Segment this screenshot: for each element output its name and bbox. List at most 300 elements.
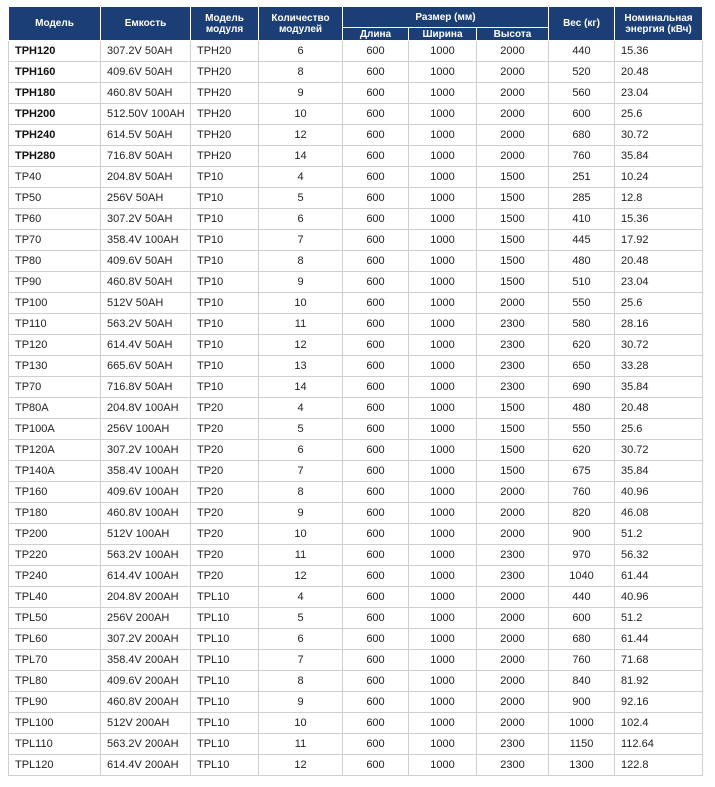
cell-length: 600: [343, 629, 409, 650]
cell-capacity: 563.2V 200AH: [101, 734, 191, 755]
cell-model: TP160: [9, 482, 101, 503]
cell-module-count: 10: [259, 524, 343, 545]
cell-module-count: 8: [259, 251, 343, 272]
cell-height: 2300: [477, 377, 549, 398]
cell-width: 1000: [409, 209, 477, 230]
cell-module-count: 13: [259, 356, 343, 377]
cell-height: 2300: [477, 335, 549, 356]
cell-model: TP140A: [9, 461, 101, 482]
cell-module-count: 9: [259, 272, 343, 293]
cell-module-count: 8: [259, 482, 343, 503]
cell-capacity: 460.8V 200AH: [101, 692, 191, 713]
cell-module-model: TP20: [191, 461, 259, 482]
cell-energy: 10.24: [615, 167, 703, 188]
cell-module-count: 9: [259, 692, 343, 713]
cell-width: 1000: [409, 608, 477, 629]
cell-module-count: 7: [259, 650, 343, 671]
table-row: [9, 377, 703, 398]
cell-energy: 112.64: [615, 734, 703, 755]
cell-weight: 1040: [549, 566, 615, 587]
cell-height: 2300: [477, 566, 549, 587]
cell-capacity: 409.6V 200AH: [101, 671, 191, 692]
cell-module-count: 11: [259, 545, 343, 566]
cell-module-model: TPL10: [191, 671, 259, 692]
cell-module-model: TPL10: [191, 713, 259, 734]
cell-energy: 20.48: [615, 398, 703, 419]
cell-weight: 970: [549, 545, 615, 566]
cell-energy: 71.68: [615, 650, 703, 671]
cell-module-model: TP20: [191, 482, 259, 503]
cell-weight: 550: [549, 419, 615, 440]
cell-module-model: TP10: [191, 293, 259, 314]
cell-length: 600: [343, 755, 409, 776]
table-row: [9, 209, 703, 230]
cell-model: TPL110: [9, 734, 101, 755]
cell-height: 1500: [477, 251, 549, 272]
cell-model: TPH120: [9, 41, 101, 62]
cell-module-count: 12: [259, 566, 343, 587]
cell-width: 1000: [409, 734, 477, 755]
cell-capacity: 409.6V 50AH: [101, 62, 191, 83]
cell-module-model: TPL10: [191, 734, 259, 755]
table-row: [9, 41, 703, 62]
cell-energy: 15.36: [615, 41, 703, 62]
cell-module-model: TP10: [191, 377, 259, 398]
cell-module-count: 6: [259, 440, 343, 461]
table-body: [9, 41, 703, 776]
header-module-model: Модель модуля: [191, 7, 259, 41]
cell-capacity: 256V 200AH: [101, 608, 191, 629]
cell-width: 1000: [409, 650, 477, 671]
cell-model: TPL100: [9, 713, 101, 734]
cell-module-count: 5: [259, 419, 343, 440]
cell-length: 600: [343, 440, 409, 461]
cell-height: 2000: [477, 713, 549, 734]
cell-model: TPH280: [9, 146, 101, 167]
header-height: Высота: [477, 28, 549, 41]
table-row: [9, 482, 703, 503]
cell-weight: 251: [549, 167, 615, 188]
cell-length: 600: [343, 356, 409, 377]
cell-weight: 480: [549, 398, 615, 419]
header-weight: Вес (кг): [549, 7, 615, 41]
cell-height: 2000: [477, 692, 549, 713]
cell-length: 600: [343, 188, 409, 209]
cell-height: 2000: [477, 146, 549, 167]
cell-capacity: 512.50V 100AH: [101, 104, 191, 125]
cell-width: 1000: [409, 566, 477, 587]
cell-height: 1500: [477, 398, 549, 419]
cell-module-model: TP10: [191, 335, 259, 356]
cell-height: 2000: [477, 83, 549, 104]
cell-module-count: 5: [259, 608, 343, 629]
cell-length: 600: [343, 314, 409, 335]
cell-length: 600: [343, 503, 409, 524]
header-width: Ширина: [409, 28, 477, 41]
cell-energy: 15.36: [615, 209, 703, 230]
cell-model: TP60: [9, 209, 101, 230]
table-row: [9, 440, 703, 461]
cell-energy: 23.04: [615, 83, 703, 104]
cell-module-model: TP20: [191, 419, 259, 440]
cell-weight: 440: [549, 41, 615, 62]
cell-length: 600: [343, 335, 409, 356]
cell-width: 1000: [409, 251, 477, 272]
cell-height: 1500: [477, 461, 549, 482]
cell-length: 600: [343, 587, 409, 608]
cell-energy: 40.96: [615, 587, 703, 608]
cell-module-count: 14: [259, 146, 343, 167]
cell-module-model: TPL10: [191, 692, 259, 713]
cell-weight: 760: [549, 146, 615, 167]
cell-weight: 900: [549, 692, 615, 713]
cell-energy: 33.28: [615, 356, 703, 377]
cell-height: 2300: [477, 755, 549, 776]
cell-module-model: TP20: [191, 440, 259, 461]
cell-length: 600: [343, 419, 409, 440]
cell-energy: 81.92: [615, 671, 703, 692]
cell-capacity: 358.4V 100AH: [101, 230, 191, 251]
cell-module-model: TP10: [191, 209, 259, 230]
cell-module-count: 8: [259, 671, 343, 692]
cell-model: TP120: [9, 335, 101, 356]
table-row: [9, 356, 703, 377]
cell-length: 600: [343, 272, 409, 293]
cell-weight: 760: [549, 650, 615, 671]
cell-module-model: TP10: [191, 272, 259, 293]
cell-energy: 30.72: [615, 335, 703, 356]
cell-capacity: 307.2V 200AH: [101, 629, 191, 650]
cell-weight: 680: [549, 125, 615, 146]
cell-weight: 550: [549, 293, 615, 314]
cell-weight: 690: [549, 377, 615, 398]
table-row: [9, 734, 703, 755]
cell-width: 1000: [409, 293, 477, 314]
cell-capacity: 716.8V 50AH: [101, 377, 191, 398]
cell-capacity: 409.6V 50AH: [101, 251, 191, 272]
cell-energy: 92.16: [615, 692, 703, 713]
cell-height: 1500: [477, 272, 549, 293]
cell-width: 1000: [409, 62, 477, 83]
header-module-count: Количество модулей: [259, 7, 343, 41]
table-row: [9, 125, 703, 146]
cell-module-count: 10: [259, 104, 343, 125]
table-row: [9, 608, 703, 629]
cell-weight: 480: [549, 251, 615, 272]
cell-length: 600: [343, 461, 409, 482]
cell-weight: 445: [549, 230, 615, 251]
cell-model: TP240: [9, 566, 101, 587]
cell-capacity: 204.8V 50AH: [101, 167, 191, 188]
cell-capacity: 204.8V 200AH: [101, 587, 191, 608]
cell-height: 1500: [477, 209, 549, 230]
cell-model: TPH200: [9, 104, 101, 125]
cell-capacity: 358.4V 200AH: [101, 650, 191, 671]
cell-length: 600: [343, 650, 409, 671]
table-row: [9, 524, 703, 545]
cell-module-model: TPL10: [191, 608, 259, 629]
cell-model: TP70: [9, 230, 101, 251]
cell-capacity: 665.6V 50AH: [101, 356, 191, 377]
table-row: [9, 167, 703, 188]
cell-module-model: TP20: [191, 503, 259, 524]
cell-weight: 1150: [549, 734, 615, 755]
cell-module-model: TP20: [191, 398, 259, 419]
cell-model: TPH180: [9, 83, 101, 104]
header-energy: Номинальная энергия (кВч): [615, 7, 703, 41]
cell-height: 1500: [477, 419, 549, 440]
cell-model: TPH160: [9, 62, 101, 83]
cell-module-count: 9: [259, 503, 343, 524]
cell-height: 2000: [477, 104, 549, 125]
table-row: [9, 62, 703, 83]
cell-energy: 12.8: [615, 188, 703, 209]
cell-energy: 20.48: [615, 62, 703, 83]
cell-weight: 560: [549, 83, 615, 104]
cell-width: 1000: [409, 692, 477, 713]
cell-module-model: TPL10: [191, 650, 259, 671]
cell-module-count: 11: [259, 314, 343, 335]
cell-weight: 600: [549, 608, 615, 629]
cell-weight: 440: [549, 587, 615, 608]
header-size: Размер (мм): [343, 7, 549, 28]
cell-height: 1500: [477, 188, 549, 209]
cell-energy: 20.48: [615, 251, 703, 272]
cell-weight: 285: [549, 188, 615, 209]
cell-module-model: TPL10: [191, 629, 259, 650]
cell-height: 2000: [477, 503, 549, 524]
table-row: [9, 251, 703, 272]
cell-module-model: TP10: [191, 167, 259, 188]
cell-model: TP80A: [9, 398, 101, 419]
cell-capacity: 307.2V 50AH: [101, 41, 191, 62]
cell-width: 1000: [409, 545, 477, 566]
cell-module-count: 7: [259, 461, 343, 482]
cell-height: 1500: [477, 440, 549, 461]
cell-length: 600: [343, 230, 409, 251]
cell-length: 600: [343, 398, 409, 419]
cell-length: 600: [343, 125, 409, 146]
cell-module-model: TPH20: [191, 104, 259, 125]
table-row: [9, 335, 703, 356]
cell-height: 2000: [477, 125, 549, 146]
table-row: [9, 587, 703, 608]
cell-height: 2000: [477, 293, 549, 314]
cell-module-count: 8: [259, 62, 343, 83]
cell-module-count: 12: [259, 755, 343, 776]
cell-model: TP40: [9, 167, 101, 188]
cell-capacity: 460.8V 100AH: [101, 503, 191, 524]
cell-length: 600: [343, 545, 409, 566]
cell-width: 1000: [409, 104, 477, 125]
cell-capacity: 409.6V 100AH: [101, 482, 191, 503]
cell-module-model: TPH20: [191, 146, 259, 167]
cell-module-model: TP10: [191, 251, 259, 272]
cell-height: 2000: [477, 62, 549, 83]
cell-module-count: 10: [259, 293, 343, 314]
cell-capacity: 307.2V 100AH: [101, 440, 191, 461]
table-row: [9, 83, 703, 104]
cell-energy: 25.6: [615, 419, 703, 440]
cell-model: TP100A: [9, 419, 101, 440]
cell-model: TP80: [9, 251, 101, 272]
table-row: [9, 629, 703, 650]
cell-energy: 40.96: [615, 482, 703, 503]
cell-capacity: 358.4V 100AH: [101, 461, 191, 482]
cell-width: 1000: [409, 188, 477, 209]
cell-length: 600: [343, 167, 409, 188]
cell-energy: 51.2: [615, 524, 703, 545]
cell-model: TP50: [9, 188, 101, 209]
cell-module-model: TPH20: [191, 83, 259, 104]
cell-height: 2000: [477, 41, 549, 62]
cell-model: TPL40: [9, 587, 101, 608]
cell-weight: 580: [549, 314, 615, 335]
cell-energy: 17.92: [615, 230, 703, 251]
cell-capacity: 460.8V 50AH: [101, 83, 191, 104]
cell-width: 1000: [409, 377, 477, 398]
cell-module-model: TPL10: [191, 587, 259, 608]
table-row: [9, 692, 703, 713]
cell-energy: 35.84: [615, 146, 703, 167]
cell-module-model: TP20: [191, 566, 259, 587]
cell-module-model: TP10: [191, 188, 259, 209]
cell-width: 1000: [409, 524, 477, 545]
table-row: [9, 398, 703, 419]
cell-weight: 650: [549, 356, 615, 377]
table-row: [9, 650, 703, 671]
cell-capacity: 256V 100AH: [101, 419, 191, 440]
cell-length: 600: [343, 377, 409, 398]
cell-model: TP200: [9, 524, 101, 545]
cell-module-model: TP20: [191, 524, 259, 545]
cell-model: TPL60: [9, 629, 101, 650]
cell-length: 600: [343, 482, 409, 503]
cell-length: 600: [343, 251, 409, 272]
cell-energy: 61.44: [615, 566, 703, 587]
cell-length: 600: [343, 293, 409, 314]
cell-module-count: 4: [259, 398, 343, 419]
table-row: [9, 314, 703, 335]
cell-capacity: 512V 50AH: [101, 293, 191, 314]
cell-module-count: 6: [259, 41, 343, 62]
cell-model: TPH240: [9, 125, 101, 146]
cell-model: TP220: [9, 545, 101, 566]
table-row: [9, 503, 703, 524]
cell-model: TP100: [9, 293, 101, 314]
header-model: Модель: [9, 7, 101, 41]
cell-energy: 30.72: [615, 125, 703, 146]
cell-model: TPL80: [9, 671, 101, 692]
cell-width: 1000: [409, 440, 477, 461]
table-row: [9, 293, 703, 314]
cell-width: 1000: [409, 272, 477, 293]
cell-model: TPL120: [9, 755, 101, 776]
cell-capacity: 512V 200AH: [101, 713, 191, 734]
cell-module-count: 14: [259, 377, 343, 398]
cell-module-count: 12: [259, 335, 343, 356]
table-row: [9, 671, 703, 692]
table-row: [9, 272, 703, 293]
cell-model: TP120A: [9, 440, 101, 461]
cell-width: 1000: [409, 482, 477, 503]
cell-length: 600: [343, 41, 409, 62]
cell-energy: 28.16: [615, 314, 703, 335]
cell-weight: 520: [549, 62, 615, 83]
table-row: [9, 230, 703, 251]
cell-capacity: 460.8V 50AH: [101, 272, 191, 293]
cell-energy: 122.8: [615, 755, 703, 776]
cell-length: 600: [343, 83, 409, 104]
cell-module-model: TP20: [191, 545, 259, 566]
cell-height: 1500: [477, 167, 549, 188]
cell-length: 600: [343, 209, 409, 230]
cell-module-count: 6: [259, 209, 343, 230]
table-row: [9, 755, 703, 776]
cell-length: 600: [343, 734, 409, 755]
cell-weight: 620: [549, 440, 615, 461]
cell-weight: 820: [549, 503, 615, 524]
cell-width: 1000: [409, 587, 477, 608]
table-row: [9, 188, 703, 209]
cell-height: 2000: [477, 587, 549, 608]
cell-capacity: 563.2V 50AH: [101, 314, 191, 335]
cell-width: 1000: [409, 230, 477, 251]
cell-model: TPL50: [9, 608, 101, 629]
cell-energy: 35.84: [615, 461, 703, 482]
cell-capacity: 614.5V 50AH: [101, 125, 191, 146]
cell-model: TP110: [9, 314, 101, 335]
cell-energy: 25.6: [615, 104, 703, 125]
cell-module-count: 4: [259, 587, 343, 608]
cell-width: 1000: [409, 167, 477, 188]
cell-length: 600: [343, 608, 409, 629]
cell-height: 1500: [477, 230, 549, 251]
cell-height: 2000: [477, 482, 549, 503]
cell-capacity: 563.2V 100AH: [101, 545, 191, 566]
cell-height: 2000: [477, 524, 549, 545]
cell-module-count: 10: [259, 713, 343, 734]
cell-capacity: 614.4V 100AH: [101, 566, 191, 587]
cell-length: 600: [343, 671, 409, 692]
cell-energy: 25.6: [615, 293, 703, 314]
table-row: [9, 545, 703, 566]
table-row: [9, 461, 703, 482]
table-row: [9, 146, 703, 167]
cell-model: TPL90: [9, 692, 101, 713]
cell-model: TPL70: [9, 650, 101, 671]
cell-weight: 900: [549, 524, 615, 545]
cell-width: 1000: [409, 461, 477, 482]
cell-height: 2300: [477, 545, 549, 566]
cell-weight: 1000: [549, 713, 615, 734]
cell-model: TP90: [9, 272, 101, 293]
cell-length: 600: [343, 62, 409, 83]
cell-weight: 680: [549, 629, 615, 650]
cell-width: 1000: [409, 671, 477, 692]
cell-module-count: 5: [259, 188, 343, 209]
cell-module-model: TPH20: [191, 41, 259, 62]
cell-module-count: 4: [259, 167, 343, 188]
cell-model: TP70: [9, 377, 101, 398]
cell-module-count: 12: [259, 125, 343, 146]
specifications-table: [8, 6, 703, 776]
cell-length: 600: [343, 692, 409, 713]
cell-weight: 620: [549, 335, 615, 356]
cell-weight: 760: [549, 482, 615, 503]
cell-energy: 51.2: [615, 608, 703, 629]
cell-width: 1000: [409, 146, 477, 167]
